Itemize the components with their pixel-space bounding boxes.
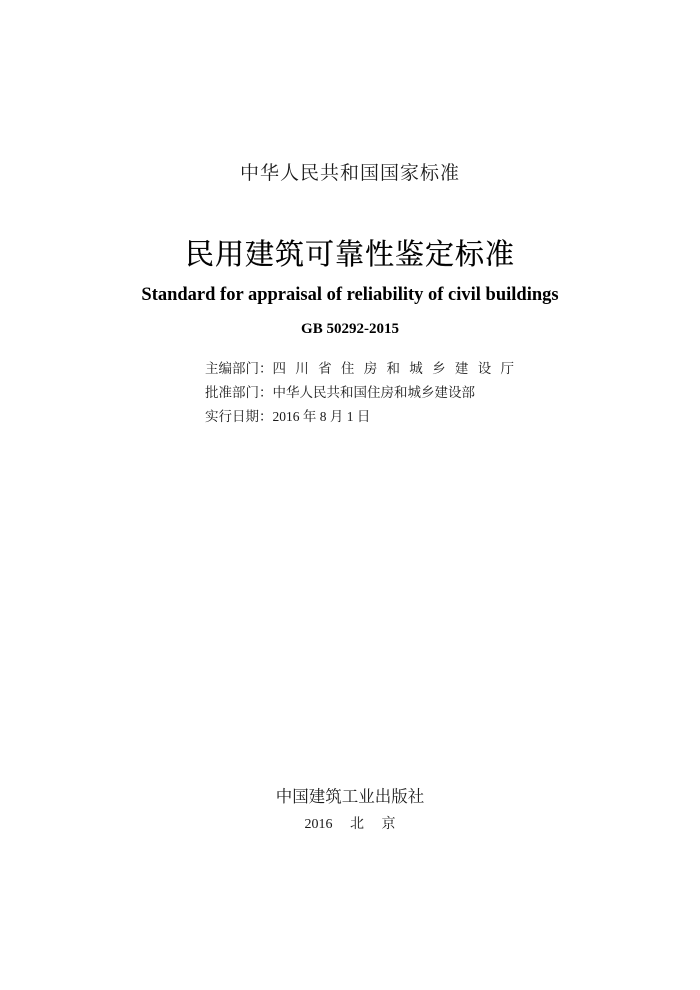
standard-series-label: 中华人民共和国国家标准 [239,163,460,184]
info-label: 批准部门： [205,385,273,400]
info-label: 主编部门： [205,361,273,376]
info-row-chief-editor [205,357,523,381]
info-row-approval [205,381,523,405]
standard-code: GB 50292-2015 [301,321,399,337]
info-value: 2016 年 8 月 1 日 [272,409,371,424]
info-label: 实行日期： [205,409,273,424]
document-info-block [205,357,523,429]
info-row-effective-date [205,405,523,429]
document-title-chinese: 民用建筑可靠性鉴定标准 [184,239,515,271]
document-title-english: Standard for appraisal of reliability of civil buildings [141,285,559,305]
info-value: 四川省住房和城乡建设厅 [272,361,524,376]
info-value: 中华人民共和国住房和城乡建设部 [272,385,475,400]
publisher-name: 中国建筑工业出版社 [275,787,425,806]
publish-year-place: 2016 北 京 [304,817,396,832]
